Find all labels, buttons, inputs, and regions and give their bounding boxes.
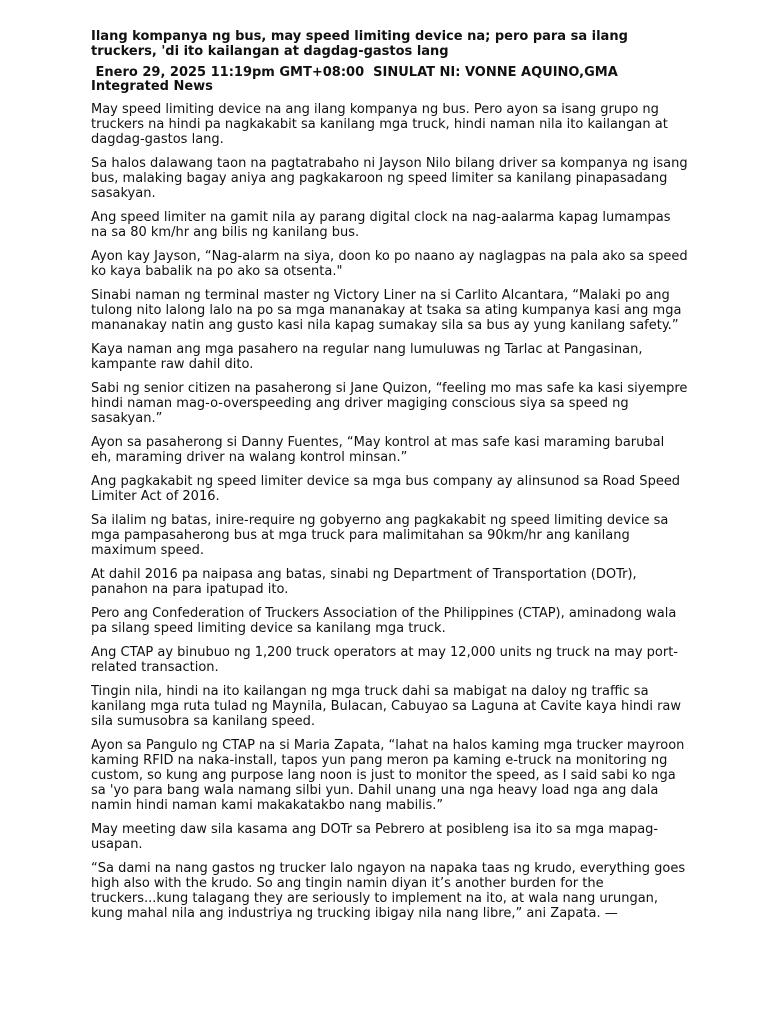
article-paragraph: “Sa dami na nang gastos ng trucker lalo ngayon na napaka taas ng krudo, everything goes high also with the krudo. So ang tingin namin diyan it’s another burden for the truckers...kung talagang they are seriously to implement na ito, at wala nang urungan, kung mahal nila ang industriya ng trucking ibigay nila nang libre,” ani Zapata. — (91, 861, 686, 921)
article-paragraph: May speed limiting device na ang ilang kompanya ng bus. Pero ayon sa isang grupo ng truckers na hindi pa nagkakabit sa kanilang mga truck, hindi naman nila ito kailangan at dagdag-gastos lang. (91, 102, 668, 147)
article-paragraph: Ayon kay Jayson, “Nag-alarm na siya, doon ko po naano ay naglagpas na pala ako sa speed ko kaya babalik na po ako sa otsenta." (91, 249, 688, 279)
article-paragraph: At dahil 2016 pa naipasa ang batas, sinabi ng Department of Transportation (DOTr), panahon na para ipatupad ito. (91, 567, 637, 597)
article-paragraph: Ang CTAP ay binubuo ng 1,200 truck operators at may 12,000 units ng truck na may port-related transaction. (91, 645, 678, 675)
article-body (91, 102, 688, 921)
article-paragraph: Ang pagkakabit ng speed limiter device sa mga bus company ay alinsunod sa Road Speed Limiter Act of 2016. (91, 474, 681, 504)
article-paragraph: Ayon sa pasaherong si Danny Fuentes, “May kontrol at mas safe kasi maraming barubal eh, maraming driver na walang kontrol minsan.” (91, 435, 665, 465)
article-paragraph: Sabi ng senior citizen na pasaherong si Jane Quizon, “feeling mo mas safe ka kasi siyempre hindi naman mag-o-overspeeding ang driver magiging conscious siya sa speed ng sasakyan.” (91, 381, 688, 426)
article-headline: Ilang kompanya ng bus, may speed limiting device na; pero para sa ilang truckers, 'di ito kailangan at dagdag-gastos lang (91, 29, 628, 59)
article-byline: Enero 29, 2025 11:19pm GMT+08:00 SINULAT NI: VONNE AQUINO,GMA Integrated News (91, 65, 623, 94)
article-paragraph: Kaya naman ang mga pasahero na regular nang lumuluwas ng Tarlac at Pangasinan, kampante raw dahil dito. (91, 342, 643, 372)
article-paragraph: Sinabi naman ng terminal master ng Victory Liner na si Carlito Alcantara, “Malaki po ang tulong nito lalong lalo na po sa mga mananakay at tsaka sa ating kumpanya kasi ang mga mananakay natin ang gusto kasi nila kapag sumakay sila sa bus ay yung kanilang safety.” (91, 288, 682, 333)
article-paragraph: May meeting daw sila kasama ang DOTr sa Pebrero at posibleng isa ito sa mga mapag-usapan. (91, 822, 659, 852)
article-paragraph: Ayon sa Pangulo ng CTAP na si Maria Zapata, “lahat na halos kaming mga trucker mayroon kaming RFID na naka-install, tapos yun pang meron pa kaming e-truck na monitoring ng custom, so kung ang purpose lang noon is just to monitor the speed, as I said sabi ko nga sa 'yo para bang wala namang silbi yun. Dahil unang una nga heavy load nga ang dala namin hindi naman kami makakatakbo nang mabilis.” (91, 738, 685, 813)
article-paragraph: Ang speed limiter na gamit nila ay parang digital clock na nag-aalarma kapag lumampas na sa 80 km/hr ang bilis ng kanilang bus. (91, 210, 671, 240)
article-paragraph: Sa ilalim ng batas, inire-require ng gobyerno ang pagkakabit ng speed limiting device sa mga pampasaherong bus at mga truck para malimitahan sa 90km/hr ang kanilang maximum speed. (91, 513, 669, 558)
article-paragraph: Tingin nila, hindi na ito kailangan ng mga truck dahi sa mabigat na daloy ng traffic sa kanilang mga ruta tulad ng Maynila, Bulacan, Cabuyao sa Laguna at Cavite kaya hindi raw sila sumusobra sa kanilang speed. (91, 684, 682, 729)
article-paragraph: Sa halos dalawang taon na pagtatrabaho ni Jayson Nilo bilang driver sa kompanya ng isang bus, malaking bagay aniya ang pagkakaroon ng speed limiter sa kanilang pinapasadang sasakyan. (91, 156, 688, 201)
article-paragraph: Pero ang Confederation of Truckers Association of the Philippines (CTAP), aminadong wala pa silang speed limiting device sa kanilang mga truck. (91, 606, 677, 636)
